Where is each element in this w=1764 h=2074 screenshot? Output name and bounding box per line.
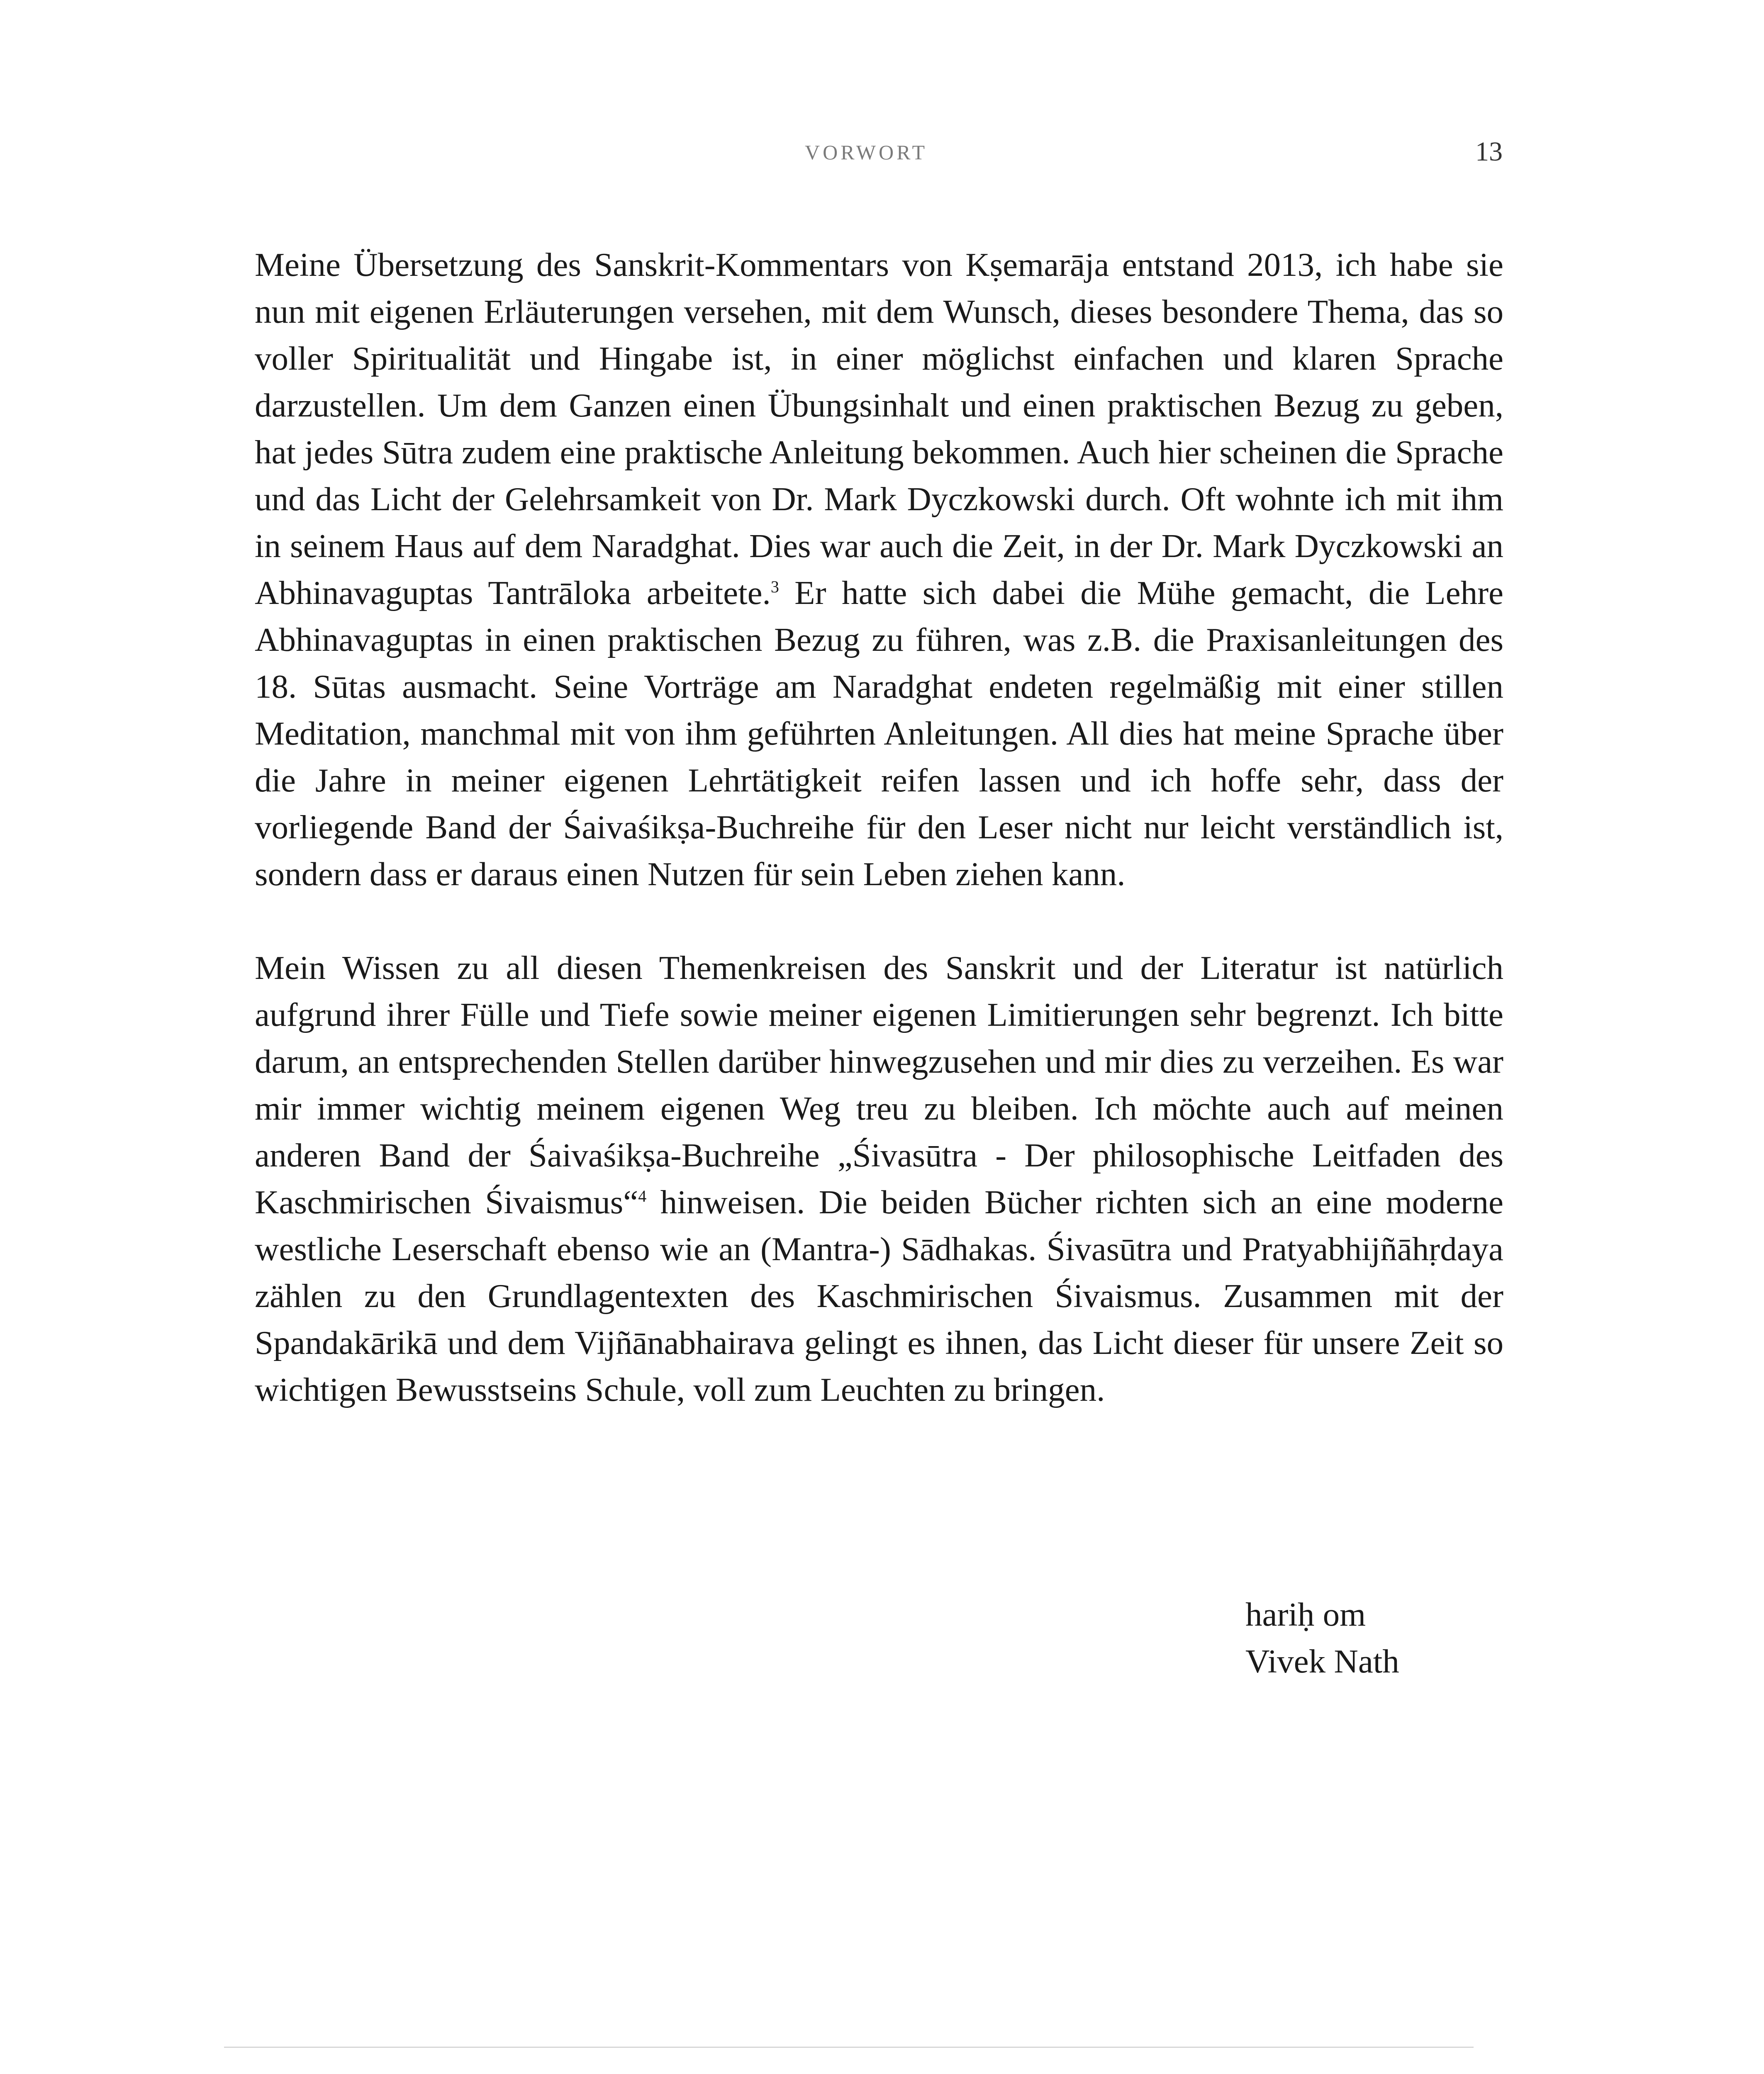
signature — [1245, 1591, 1399, 1685]
page-number: 13 — [1475, 136, 1503, 167]
footnote-divider — [224, 2047, 1474, 2048]
signature-greeting: hariḥ om — [1245, 1596, 1366, 1633]
paragraph-2-text-a: Mein Wissen zu all diesen Themenkreisen des Sanskrit und der Literatur ist natürlich aufgrund ihrer Fülle und Tiefe sowie meiner eigenen Limitierungen sehr begrenzt. Ich bitte darum, an entsprechenden Stellen darüber hinwegzusehen und mir dies zu verzeihen. Es war mir immer wichtig meinem eigenen Weg treu zu bleiben. Ich möchte auch auf meinen anderen Band der Śaivaśikṣa-Buchreihe „Śivasūtra - Der philosophische Leitfaden des Kaschmirischen Śivaismus“ — [255, 949, 1503, 1221]
paragraph-1 — [255, 241, 1503, 898]
paragraph-1-text-a: Meine Übersetzung des Sanskrit-Kommentars von Kṣemarāja entstand 2013, ich habe sie nun mit eigenen Erläuterungen versehen, mit dem Wunsch, dieses besondere Thema, das so voller Spiritualität und Hingabe ist, in einer möglichst einfachen und klaren Sprache darzustellen. Um dem Ganzen einen Übungsinhalt und einen praktischen Bezug zu geben, hat jedes Sūtra zudem eine praktische Anleitung bekommen. Auch hier scheinen die Sprache und das Licht der Gelehrsamkeit von Dr. Mark Dyczkowski durch. Oft wohnte ich mit ihm in seinem Haus auf dem Naradghat. Dies war auch die Zeit, in der Dr. Mark Dyczkowski an Abhinavaguptas Tantrāloka arbeitete. — [255, 246, 1503, 611]
paragraph-2-text-b: hinweisen. Die beiden Bücher richten sich an eine moderne westliche Leserschaft ebenso wie an (Mantra-) Sādhakas. Śivasūtra und Pratyabhijñāhṛdaya zählen zu den Grundlagentexten des Kaschmirischen Śivaismus. Zusammen mit der Spandakārikā und dem Vijñānabhairava gelingt es ihnen, das Licht dieser für unsere Zeit so wichtigen Bewusstseins Schule, voll zum Leuchten zu bringen. — [255, 1183, 1503, 1408]
signature-author: Vivek Nath — [1245, 1643, 1399, 1680]
running-head: VORWORT — [805, 141, 928, 164]
footnote-ref-3: 3 — [770, 577, 779, 596]
paragraph-2 — [255, 944, 1503, 1413]
paragraph-1-text-b: Er hatte sich dabei die Mühe gemacht, die Lehre Abhinavaguptas in einen praktischen Bezug zu führen, was z.B. die Praxisanleitungen des 18. Sūtas ausmacht. Seine Vorträge am Naradghat endeten regelmäßig mit einer stillen Meditation, manchmal mit von ihm geführten Anleitungen. All dies hat meine Sprache über die Jahre in meiner eigenen Lehrtätigkeit reifen lassen und ich hoffe sehr, dass der vorliegende Band der Śaivaśikṣa-Buchreihe für den Leser nicht nur leicht verständlich ist, sondern dass er daraus einen Nutzen für sein Leben ziehen kann. — [255, 574, 1503, 893]
body-text — [255, 241, 1503, 1413]
footnote-ref-4: 4 — [638, 1187, 647, 1205]
